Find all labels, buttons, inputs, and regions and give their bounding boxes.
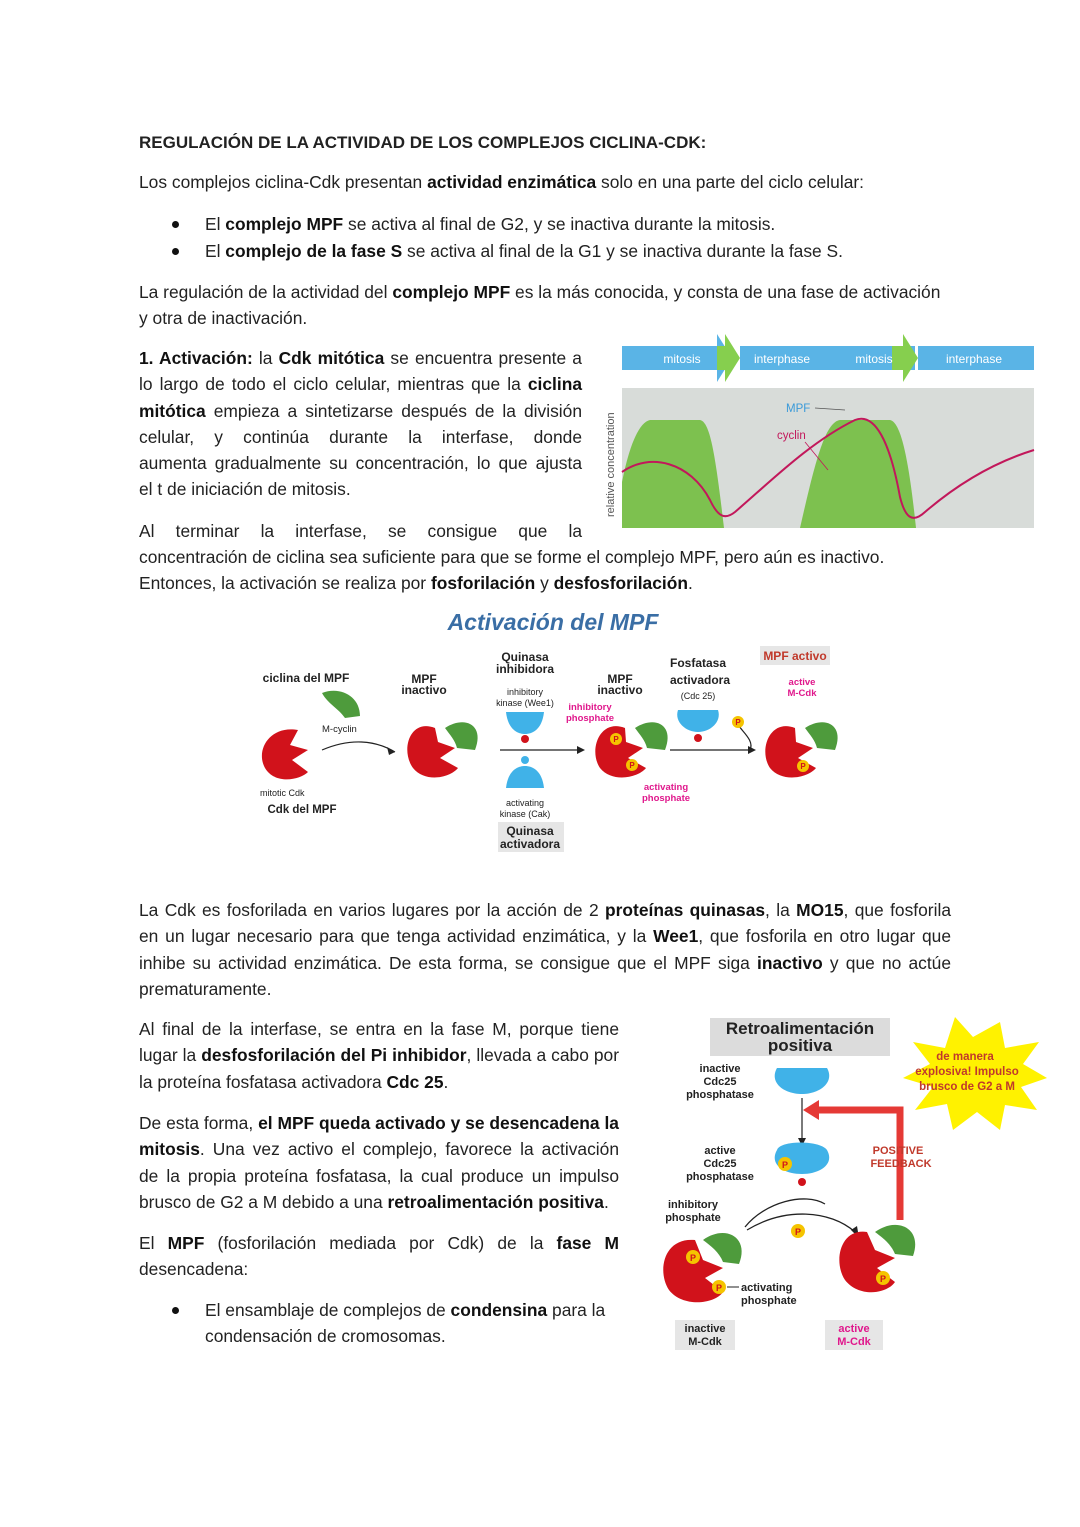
active-cyclin-shape <box>805 722 838 750</box>
label-activating-phosphate: phosphate <box>641 793 691 804</box>
arrow-head <box>577 746 585 754</box>
cdc25-phosphatase-shape <box>677 710 719 732</box>
label-activating-phosphate: activating <box>643 782 689 793</box>
para2-line1: Al terminar la interfase, se consigue que la <box>139 521 582 541</box>
label-activating-phosphate: phosphate <box>741 1295 797 1307</box>
label-cdk-mpf: Cdk del MPF <box>267 804 337 816</box>
label-activating-phosphate: activating <box>741 1282 793 1294</box>
phosphate-dot <box>694 734 702 742</box>
cyclin-label: cyclin <box>777 430 806 442</box>
mpf-label: MPF <box>786 403 811 415</box>
phosphate-label: P <box>613 735 619 744</box>
cyclin-shape <box>635 722 668 750</box>
cak-kinase-shape <box>506 766 544 788</box>
label-active-cdc25: Cdc25 <box>703 1158 737 1170</box>
label-active-mcdk: active <box>838 1323 870 1335</box>
label-inhibitory-kinase: inhibitory <box>506 687 544 697</box>
label-mitotic-cdk: mitotic Cdk <box>260 788 305 798</box>
phosphate-label: P <box>800 762 806 771</box>
bullet-dot <box>172 248 179 255</box>
label-quinasa-activadora: activadora <box>499 837 561 851</box>
label-active-mcdk: active <box>788 677 816 688</box>
para4: Al final de la interfase, se entra en la fase M, porque tiene lugar la desfosforilación del Pi inhibidor, llevada a cabo por la proteína fosfatasa activadora Cdc 25. <box>139 1019 620 1092</box>
label-inhibitory-phosphate: inhibitory <box>568 702 612 713</box>
label-inhibitory-phosphate: phosphate <box>665 1212 721 1224</box>
label-inactive-mcdk: M-Cdk <box>688 1336 722 1348</box>
bullet-dot <box>172 1307 179 1314</box>
label-cdc25: (Cdc 25) <box>680 691 716 701</box>
phosphate-label: P <box>689 1253 697 1263</box>
phosphate-label: P <box>794 1227 802 1237</box>
diagram-title: Retroalimentación <box>725 1019 875 1038</box>
active-cdk-shape <box>765 726 816 777</box>
label-fosfatasa-activadora: activadora <box>669 673 731 687</box>
wee1-kinase-shape <box>506 712 544 734</box>
label-inactive-cdc25: Cdc25 <box>703 1076 737 1088</box>
para3: La Cdk es fosforilada en varios lugares por la acción de 2 proteínas quinasas, la MO15, que fosforila en un lugar necesario para que tenga actividad enzimática, y la Wee1, que fosforila en otro lugar que inhibe su actividad enzimática. De esta forma, se consigue que el MPF siga inactivo y que no actúe prematuramente. <box>139 900 951 999</box>
mitotic-cdk-shape <box>262 729 308 779</box>
y-axis-label: relative concentration <box>605 412 617 517</box>
burst-text: explosiva! Impulso <box>915 1066 1019 1078</box>
phosphate-label: P <box>781 1160 789 1170</box>
label-quinasa-activadora: Quinasa <box>506 824 554 838</box>
cyclin-shape <box>445 722 478 750</box>
arrow <box>322 742 395 752</box>
para2-rest: concentración de ciclina sea suficiente para que se forme el complejo MPF, pero aún es inactivo. Entonces, la activación se realiza por fosforilación y desfosforilación. <box>139 547 885 594</box>
label-mpf-inactivo-2: inactivo <box>597 683 643 697</box>
label-positive-feedback: FEEDBACK <box>870 1158 932 1170</box>
label-activating-kinase: kinase (Cak) <box>499 809 551 819</box>
label-quinasa-inhibidora: Quinasa <box>501 650 549 664</box>
activation-paragraph: 1. Activación: la Cdk mitótica se encuentra presente a lo largo de todo el ciclo celular, mientras que la ciclina mitótica empieza a sintetizarse después de la división celular, y continúa durante la interfase, donde aumenta gradualmente su concentración, lo que ajusta el t de iniciación de mitosis. <box>139 348 582 500</box>
label-inhibitory-phosphate: phosphate <box>565 713 615 724</box>
diagram-title: Activación del MPF <box>447 609 659 635</box>
phosphate-dot <box>798 1178 806 1186</box>
label-m-cyclin: M-cyclin <box>322 724 357 735</box>
page-heading: REGULACIÓN DE LA ACTIVIDAD DE LOS COMPLEJOS CICLINA-CDK: <box>139 133 707 152</box>
label-mpf-inactivo-2: MPF <box>607 672 633 686</box>
label-active-mcdk: M-Cdk <box>787 688 817 699</box>
phase-label: interphase <box>945 352 1003 366</box>
positive-feedback-diagram <box>655 1012 1050 1357</box>
label-inhibitory-kinase: kinase (Wee1) <box>496 698 554 708</box>
para6: El MPF (fosforilación mediada por Cdk) de la fase M desencadena: <box>139 1233 620 1280</box>
intro-paragraph: Los complejos ciclina-Cdk presentan actividad enzimática solo en una parte del ciclo celular: <box>139 172 864 192</box>
mpf-peak <box>622 420 724 528</box>
phosphate-label: P <box>629 761 635 770</box>
burst-text: brusco de G2 a M <box>919 1081 1015 1093</box>
bullet-dot <box>172 221 179 228</box>
mpf-activation-diagram <box>250 600 850 862</box>
label-active-mcdk: M-Cdk <box>837 1336 871 1348</box>
inactive-mcdk-cdk <box>663 1240 723 1302</box>
phosphate-label: P <box>735 718 741 727</box>
label-activating-kinase: activating <box>505 798 545 808</box>
label-active-cdc25: active <box>704 1145 736 1157</box>
phosphate-label: P <box>715 1283 723 1293</box>
label-positive-feedback: POSITIVE <box>872 1145 924 1157</box>
phase-label: mitosis <box>663 352 701 366</box>
label-inactive-mcdk: inactive <box>684 1323 726 1335</box>
active-mcdk-cyclin <box>875 1225 915 1256</box>
phosphate-dot <box>521 735 529 743</box>
feedback-arrow-head <box>803 1100 819 1120</box>
label-inhibitory-phosphate: inhibitory <box>667 1199 719 1211</box>
arrow-head <box>748 746 756 754</box>
arrow <box>745 1199 825 1227</box>
label-inactive-cdc25: phosphatase <box>686 1089 754 1101</box>
label-mpf-inactivo: inactivo <box>401 683 447 697</box>
burst-text: de manera <box>936 1051 994 1063</box>
phosphate-label: P <box>879 1274 887 1284</box>
label-mpf-inactivo: MPF <box>411 672 437 686</box>
label-inactive-cdc25: inactive <box>699 1063 741 1075</box>
inactive-mcdk-cyclin <box>703 1233 742 1264</box>
phosphate-dot <box>521 756 529 764</box>
diagram-title: positiva <box>767 1036 833 1055</box>
label-quinasa-inhibidora: inhibidora <box>496 662 554 676</box>
para5: De esta forma, el MPF queda activado y se desencadena la mitosis. Una vez activo el complejo, favorece la activación de la propia proteína fosfatasa, la cual produce un impulso brusco de G2 a M debido a una retroalimentación positiva. <box>139 1113 619 1212</box>
phase-label: interphase <box>753 352 811 366</box>
label-ciclina-mpf: ciclina del MPF <box>262 671 350 685</box>
phase-label: mitosis <box>855 352 893 366</box>
m-cyclin-shape <box>322 691 360 718</box>
mitosis-arrow <box>892 334 918 382</box>
label-fosfatasa-activadora: Fosfatasa <box>669 656 727 670</box>
regulation-paragraph: La regulación de la actividad del complejo MPF es la más conocida, y consta de una fase de activación y otra de inactivación. <box>139 282 941 329</box>
label-mpf-activo: MPF activo <box>763 649 827 663</box>
cdk-shape <box>595 726 646 777</box>
mpf-cyclin-chart <box>600 332 1036 528</box>
label-active-cdc25: phosphatase <box>686 1171 754 1183</box>
inactive-cdc25-shape <box>775 1068 830 1094</box>
